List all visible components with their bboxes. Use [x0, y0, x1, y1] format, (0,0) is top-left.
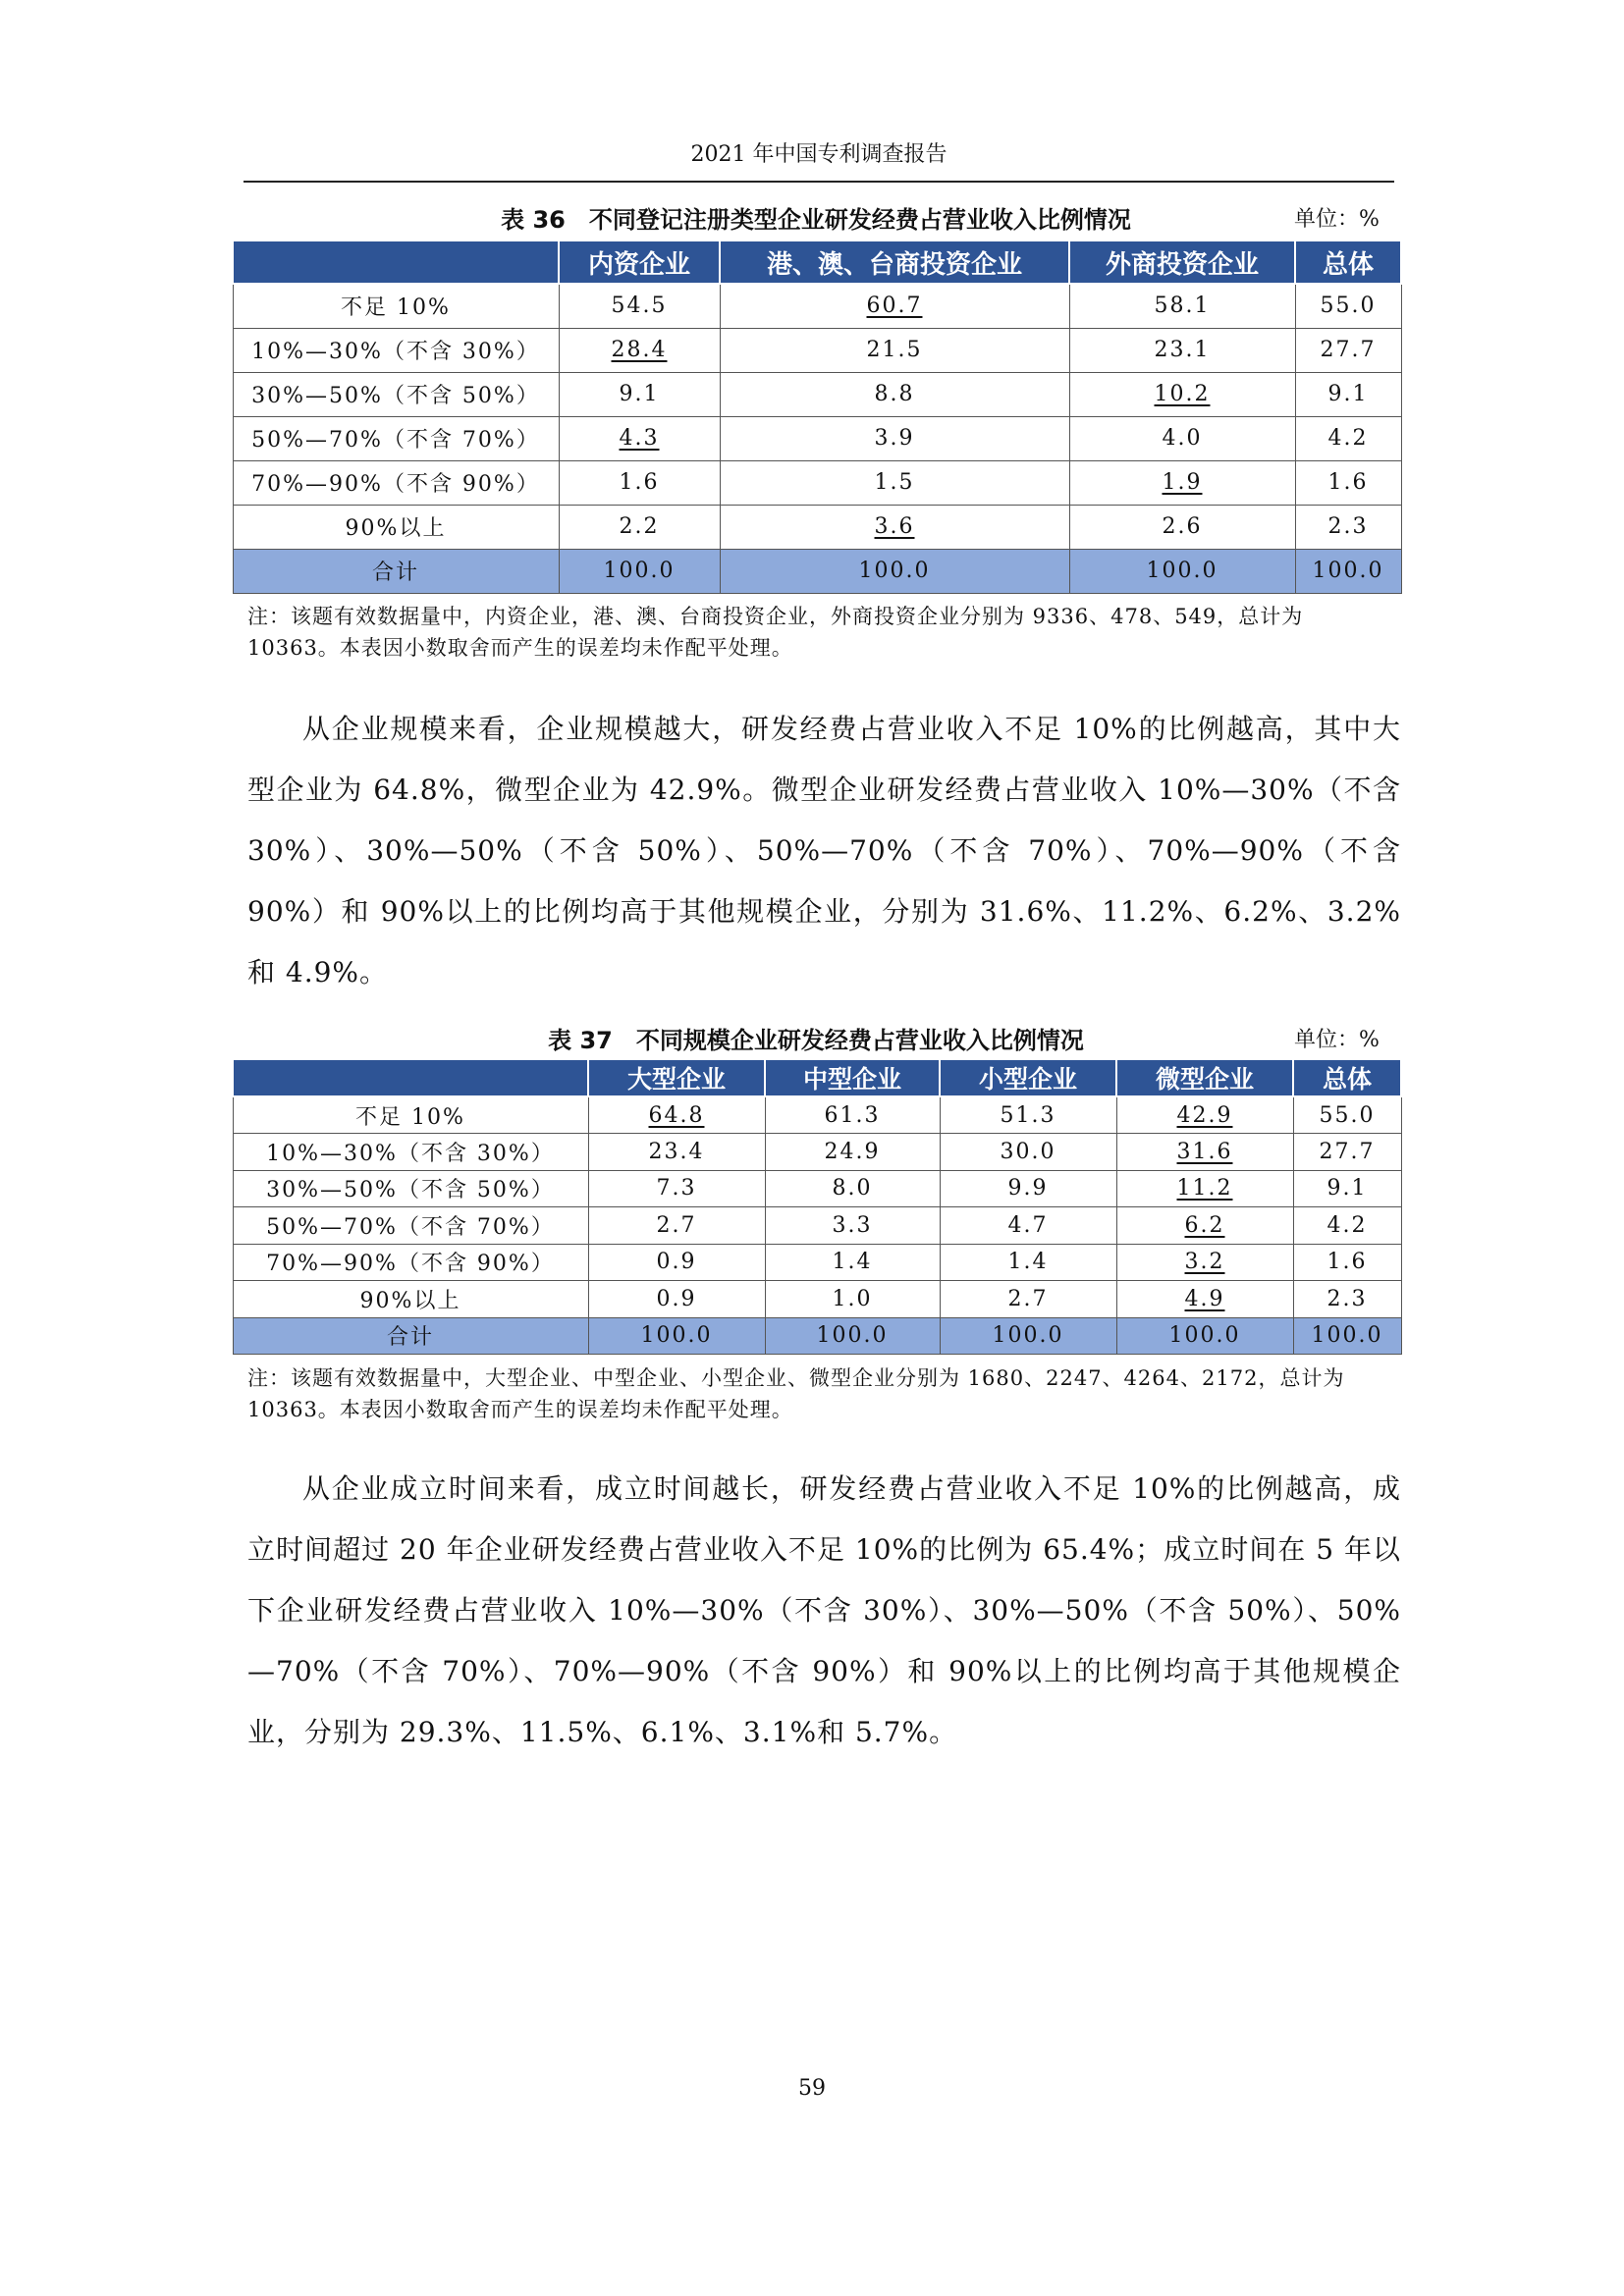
table-cell: 0.9	[588, 1244, 765, 1281]
table-36-header-row	[233, 240, 1401, 284]
table-cell: 100.0	[1116, 1317, 1293, 1355]
table-row	[233, 416, 1401, 460]
table-cell-highlight: 3.6	[720, 505, 1069, 549]
table-cell: 8.8	[720, 372, 1069, 416]
table-37-note: 注：该题有效数据量中，大型企业、中型企业、小型企业、微型企业分别为 1680、2247、4264、2172，总计为 10363。本表因小数取舍而产生的误差均未作配平处理。	[247, 1366, 1345, 1421]
table-cell: 1.6	[1293, 1244, 1401, 1281]
table-cell: 2.6	[1069, 505, 1295, 549]
table-cell: 27.7	[1293, 1134, 1401, 1171]
table-cell: 1.6	[1295, 460, 1401, 505]
paragraph-establishment-time: 从企业成立时间来看，成立时间越长，研发经费占营业收入不足 10%的比例越高，成立时间超过 20 年企业研发经费占营业收入不足 10%的比例为 65.4%；成立时间在 5 年以下企业研发经费占营业收入 10%—30%（不含 30%）、30%—50%（不含 50%）、50%—70%（不含 70%）、70%—90%（不含 90%）和 90%以上的比例均高于其他规模企业，分别为 29.3%、11.5%、6.1%、3.1%和 5.7%。	[247, 1472, 1401, 1748]
paragraph-company-size: 从企业规模来看，企业规模越大，研发经费占营业收入不足 10%的比例越高，其中大型企业为 64.8%，微型企业为 42.9%。微型企业研发经费占营业收入 10%—30%（不含 30%）、30%—50%（不含 50%）、50%—70%（不含 70%）、70%—90%（不含 90%）和 90%以上的比例均高于其他规模企业，分别为 31.6%、11.2%、6.2%、3.2%和 4.9%。	[247, 713, 1401, 988]
table-36-header-cell: 外商投资企业	[1069, 240, 1295, 284]
table-total-row	[233, 549, 1401, 593]
table-37-header-row	[233, 1059, 1401, 1096]
table-cell: 4.2	[1295, 416, 1401, 460]
table-cell: 9.1	[1295, 372, 1401, 416]
table-cell: 10%—30%（不含 30%）	[233, 328, 559, 372]
table-36-header-cell: 内资企业	[559, 240, 720, 284]
table-row	[233, 1134, 1401, 1171]
table-cell-highlight: 42.9	[1116, 1096, 1293, 1134]
table-cell: 70%—90%（不含 90%）	[233, 1244, 588, 1281]
table-row	[233, 1244, 1401, 1281]
table-cell: 30%—50%（不含 50%）	[233, 372, 559, 416]
table-cell-highlight: 1.9	[1069, 460, 1295, 505]
table-cell: 61.3	[765, 1096, 940, 1134]
table-cell: 9.1	[559, 372, 720, 416]
table-cell: 23.1	[1069, 328, 1295, 372]
table-cell: 4.7	[940, 1207, 1116, 1245]
table-cell-highlight: 28.4	[559, 328, 720, 372]
table-cell: 30%—50%（不含 50%）	[233, 1170, 588, 1207]
table-cell-highlight: 11.2	[1116, 1170, 1293, 1207]
table-cell: 1.6	[559, 460, 720, 505]
table-36-header-cell	[233, 240, 559, 284]
table-37-header-cell: 大型企业	[588, 1059, 765, 1096]
table-cell: 1.5	[720, 460, 1069, 505]
table-row	[233, 372, 1401, 416]
table-cell: 10%—30%（不含 30%）	[233, 1134, 588, 1171]
table-row	[233, 1281, 1401, 1318]
page-number: 59	[798, 2076, 826, 2101]
table-cell-highlight: 31.6	[1116, 1134, 1293, 1171]
table-cell: 100.0	[1295, 549, 1401, 593]
table-cell: 4.2	[1293, 1207, 1401, 1245]
table-row	[233, 1096, 1401, 1134]
table-37-header-cell: 总体	[1293, 1059, 1401, 1096]
table-cell: 2.7	[588, 1207, 765, 1245]
table-37-header-cell: 微型企业	[1116, 1059, 1293, 1096]
table-37	[232, 1058, 1402, 1355]
table-cell: 1.4	[940, 1244, 1116, 1281]
table-36-header-cell: 港、澳、台商投资企业	[720, 240, 1069, 284]
table-cell-highlight: 4.3	[559, 416, 720, 460]
table-cell: 2.2	[559, 505, 720, 549]
table-cell: 2.3	[1295, 505, 1401, 549]
table-36-header-cell: 总体	[1295, 240, 1401, 284]
table-37-header-cell: 小型企业	[940, 1059, 1116, 1096]
table-37-header-cell: 中型企业	[765, 1059, 940, 1096]
table-cell-highlight: 3.2	[1116, 1244, 1293, 1281]
table-cell: 不足 10%	[233, 284, 559, 328]
table-36-caption: 表 36 不同登记注册类型企业研发经费占营业收入比例情况	[501, 206, 1131, 234]
table-row	[233, 284, 1401, 328]
table-cell: 90%以上	[233, 505, 559, 549]
table-37-unit: 单位：%	[1294, 1028, 1380, 1052]
table-cell-highlight: 4.9	[1116, 1281, 1293, 1318]
page-header: 2021 年中国专利调查报告	[244, 137, 1394, 183]
table-cell: 4.0	[1069, 416, 1295, 460]
table-cell: 2.3	[1293, 1281, 1401, 1318]
table-cell: 51.3	[940, 1096, 1116, 1134]
table-cell: 3.9	[720, 416, 1069, 460]
table-37-header-cell	[233, 1059, 588, 1096]
table-cell: 23.4	[588, 1134, 765, 1171]
table-cell: 100.0	[765, 1317, 940, 1355]
table-cell: 27.7	[1295, 328, 1401, 372]
table-row	[233, 460, 1401, 505]
table-36-unit: 单位：%	[1294, 207, 1380, 232]
table-cell: 100.0	[559, 549, 720, 593]
table-cell: 2.7	[940, 1281, 1116, 1318]
table-cell: 100.0	[940, 1317, 1116, 1355]
table-cell: 30.0	[940, 1134, 1116, 1171]
table-total-row	[233, 1317, 1401, 1355]
table-cell: 1.0	[765, 1281, 940, 1318]
table-cell: 1.4	[765, 1244, 940, 1281]
table-cell: 58.1	[1069, 284, 1295, 328]
table-cell: 24.9	[765, 1134, 940, 1171]
table-cell: 100.0	[720, 549, 1069, 593]
table-cell: 70%—90%（不含 90%）	[233, 460, 559, 505]
table-cell: 55.0	[1293, 1096, 1401, 1134]
table-cell: 合计	[233, 549, 559, 593]
table-cell: 3.3	[765, 1207, 940, 1245]
table-36-note: 注：该题有效数据量中，内资企业，港、澳、台商投资企业，外商投资企业分别为 9336、478、549，总计为 10363。本表因小数取舍而产生的误差均未作配平处理。	[247, 605, 1304, 660]
table-36	[232, 240, 1402, 594]
table-row	[233, 1170, 1401, 1207]
table-cell: 55.0	[1295, 284, 1401, 328]
table-cell: 50%—70%（不含 70%）	[233, 1207, 588, 1245]
table-cell: 90%以上	[233, 1281, 588, 1318]
table-cell: 100.0	[1293, 1317, 1401, 1355]
table-cell: 100.0	[588, 1317, 765, 1355]
table-cell: 7.3	[588, 1170, 765, 1207]
table-row	[233, 1207, 1401, 1245]
table-cell: 50%—70%（不含 70%）	[233, 416, 559, 460]
table-cell: 100.0	[1069, 549, 1295, 593]
table-cell-highlight: 64.8	[588, 1096, 765, 1134]
table-cell: 0.9	[588, 1281, 765, 1318]
table-cell: 21.5	[720, 328, 1069, 372]
table-cell: 9.1	[1293, 1170, 1401, 1207]
table-cell: 8.0	[765, 1170, 940, 1207]
table-cell: 54.5	[559, 284, 720, 328]
table-cell: 合计	[233, 1317, 588, 1355]
table-cell-highlight: 60.7	[720, 284, 1069, 328]
table-cell-highlight: 10.2	[1069, 372, 1295, 416]
table-cell: 9.9	[940, 1170, 1116, 1207]
table-cell-highlight: 6.2	[1116, 1207, 1293, 1245]
table-37-caption: 表 37 不同规模企业研发经费占营业收入比例情况	[548, 1027, 1084, 1054]
table-row	[233, 328, 1401, 372]
table-cell: 不足 10%	[233, 1096, 588, 1134]
table-row	[233, 505, 1401, 549]
